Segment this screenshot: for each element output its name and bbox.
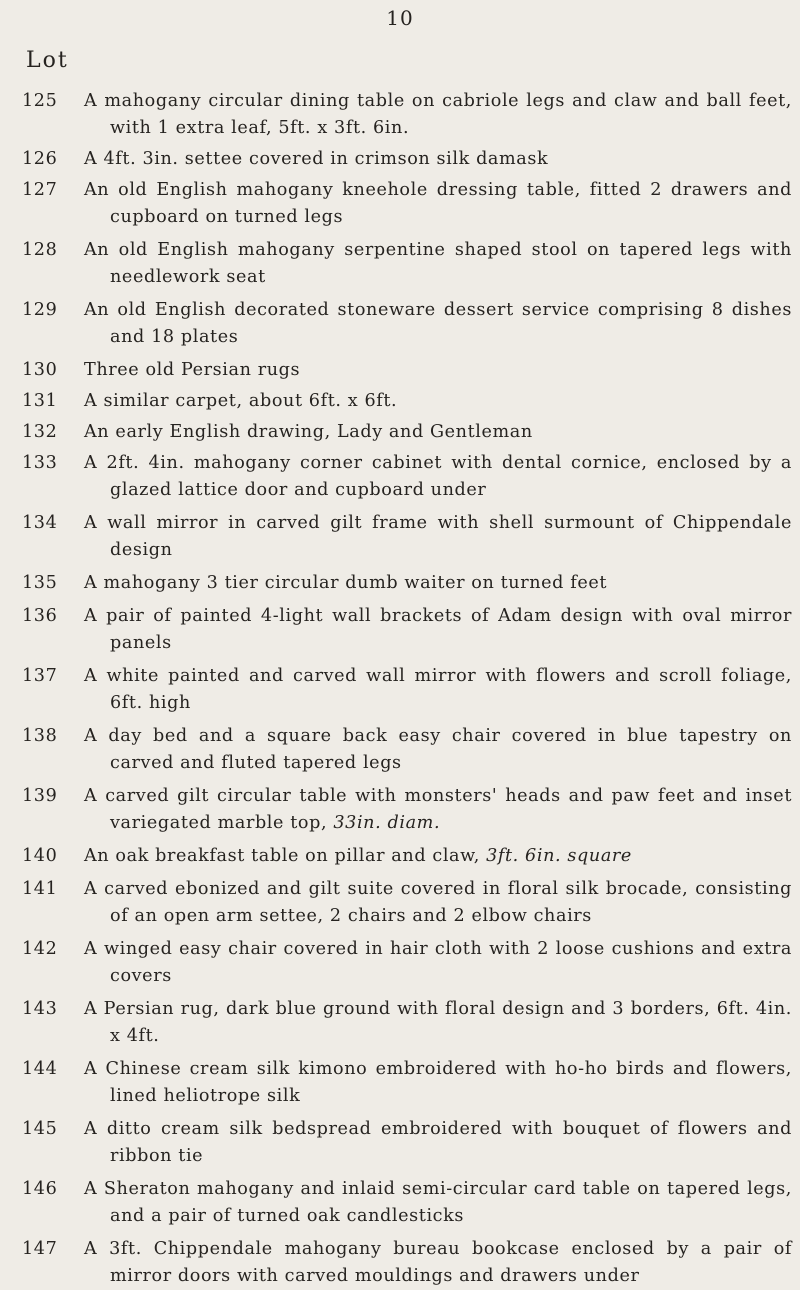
lot-entry: [22, 177, 792, 231]
lot-description: [84, 783, 792, 837]
lot-description-text: A carved ebonized and gilt suite covered in floral silk brocade, consisting of an open arm settee, 2 chairs and 2 elbow chairs: [84, 879, 792, 926]
lot-description-text: A ditto cream silk bedspread embroidered with bouquet of flowers and ribbon tie: [84, 1119, 792, 1166]
lot-description: [84, 663, 792, 717]
lot-description: [84, 1236, 792, 1290]
lot-description-text: A similar carpet, about 6ft. x 6ft.: [84, 391, 398, 411]
lot-description-text: A Chinese cream silk kimono embroidered with ho-ho birds and flowers, lined heliotrope silk: [84, 1059, 792, 1106]
lot-description-text: An old English decorated stoneware dessert service comprising 8 dishes and 18 plates: [84, 300, 792, 347]
lot-entry: [22, 450, 792, 504]
lot-entry: [22, 1056, 792, 1110]
lot-entry: [22, 1176, 792, 1230]
lot-description-text: A winged easy chair covered in hair cloth with 2 loose cushions and extra covers: [84, 939, 792, 986]
lot-entry: [22, 843, 792, 870]
lot-entry: [22, 1116, 792, 1170]
lot-description-text: An old English mahogany serpentine shaped stool on tapered legs with needlework seat: [84, 240, 792, 287]
lot-number: 145: [22, 1119, 58, 1139]
lot-number: 146: [22, 1179, 58, 1199]
lot-number: 134: [22, 513, 58, 533]
lot-number: 127: [22, 180, 58, 200]
lot-entry: [22, 1236, 792, 1290]
lot-dimensions: 33in. diam.: [327, 813, 441, 833]
lot-number: 140: [22, 846, 58, 866]
lot-description-text: A white painted and carved wall mirror with flowers and scroll foliage, 6ft. high: [84, 666, 792, 713]
lot-description: [84, 297, 792, 351]
lot-description-text: A mahogany 3 tier circular dumb waiter on turned feet: [84, 573, 608, 593]
lot-description: [84, 1116, 792, 1170]
lot-description: [84, 876, 792, 930]
lot-number: 133: [22, 453, 58, 473]
lot-list: [22, 88, 792, 1290]
lot-entry: [22, 936, 792, 990]
lot-entry: [22, 357, 792, 384]
lot-number: 139: [22, 786, 58, 806]
lot-description: [84, 177, 792, 231]
lot-entry: [22, 510, 792, 564]
lot-description: [84, 1176, 792, 1230]
lot-description-text: A mahogany circular dining table on cabriole legs and claw and ball feet, with 1 extra leaf, 5ft. x 3ft. 6in.: [84, 91, 792, 138]
lot-description: [84, 510, 792, 564]
lot-description: [84, 146, 792, 173]
lot-number: 138: [22, 726, 58, 746]
lot-description: [84, 1056, 792, 1110]
lot-number: 126: [22, 149, 58, 169]
lot-number: 147: [22, 1239, 58, 1259]
lot-number: 132: [22, 422, 58, 442]
lot-number: 129: [22, 300, 58, 320]
page-number: 10: [386, 6, 414, 30]
lot-column-header: Lot: [26, 48, 69, 73]
lot-description-text: A carved gilt circular table with monsters' heads and paw feet and inset variegated marble top,: [84, 786, 792, 833]
lot-description-text: A Persian rug, dark blue ground with floral design and 3 borders, 6ft. 4in. x 4ft.: [84, 999, 792, 1046]
lot-entry: [22, 388, 792, 415]
lot-description: [84, 388, 792, 415]
lot-description: [84, 723, 792, 777]
lot-description: [84, 570, 792, 597]
lot-number: 141: [22, 879, 58, 899]
lot-description: [84, 603, 792, 657]
lot-number: 143: [22, 999, 58, 1019]
lot-entry: [22, 570, 792, 597]
lot-number: 137: [22, 666, 58, 686]
lot-description-text: A 3ft. Chippendale mahogany bureau bookcase enclosed by a pair of mirror doors with carved mouldings and drawers under: [84, 1239, 792, 1286]
lot-description: [84, 357, 792, 384]
lot-entry: [22, 876, 792, 930]
lot-number: 144: [22, 1059, 58, 1079]
lot-entry: [22, 663, 792, 717]
lot-description-text: A 4ft. 3in. settee covered in crimson silk damask: [84, 149, 549, 169]
lot-description-text: A pair of painted 4-light wall brackets of Adam design with oval mirror panels: [84, 606, 792, 653]
lot-number: 130: [22, 360, 58, 380]
lot-description-text: A wall mirror in carved gilt frame with shell surmount of Chippendale design: [84, 513, 792, 560]
lot-description-text: An early English drawing, Lady and Gentleman: [84, 422, 533, 442]
lot-description-text: Three old Persian rugs: [84, 360, 301, 380]
lot-entry: [22, 996, 792, 1050]
lot-entry: [22, 237, 792, 291]
lot-description: [84, 843, 792, 870]
lot-description: [84, 88, 792, 142]
lot-entry: [22, 88, 792, 142]
lot-number: 136: [22, 606, 58, 626]
lot-entry: [22, 419, 792, 446]
lot-description: [84, 936, 792, 990]
lot-description: [84, 996, 792, 1050]
lot-description: [84, 419, 792, 446]
lot-description-text: A Sheraton mahogany and inlaid semi-circular card table on tapered legs, and a pair of turned oak candlesticks: [84, 1179, 792, 1226]
lot-description: [84, 450, 792, 504]
lot-number: 125: [22, 91, 58, 111]
lot-entry: [22, 723, 792, 777]
lot-description-text: An oak breakfast table on pillar and claw,: [84, 846, 480, 866]
lot-description-text: A 2ft. 4in. mahogany corner cabinet with dental cornice, enclosed by a glazed lattice door and cupboard under: [84, 453, 792, 500]
lot-entry: [22, 603, 792, 657]
lot-number: 135: [22, 573, 58, 593]
lot-entry: [22, 297, 792, 351]
lot-number: 142: [22, 939, 58, 959]
lot-entry: [22, 146, 792, 173]
lot-description-text: A day bed and a square back easy chair covered in blue tapestry on carved and fluted tapered legs: [84, 726, 792, 773]
lot-dimensions: 3ft. 6in. square: [479, 846, 632, 866]
lot-number: 128: [22, 240, 58, 260]
lot-number: 131: [22, 391, 58, 411]
lot-description-text: An old English mahogany kneehole dressing table, fitted 2 drawers and cupboard on turned legs: [84, 180, 792, 227]
lot-entry: [22, 783, 792, 837]
lot-description: [84, 237, 792, 291]
